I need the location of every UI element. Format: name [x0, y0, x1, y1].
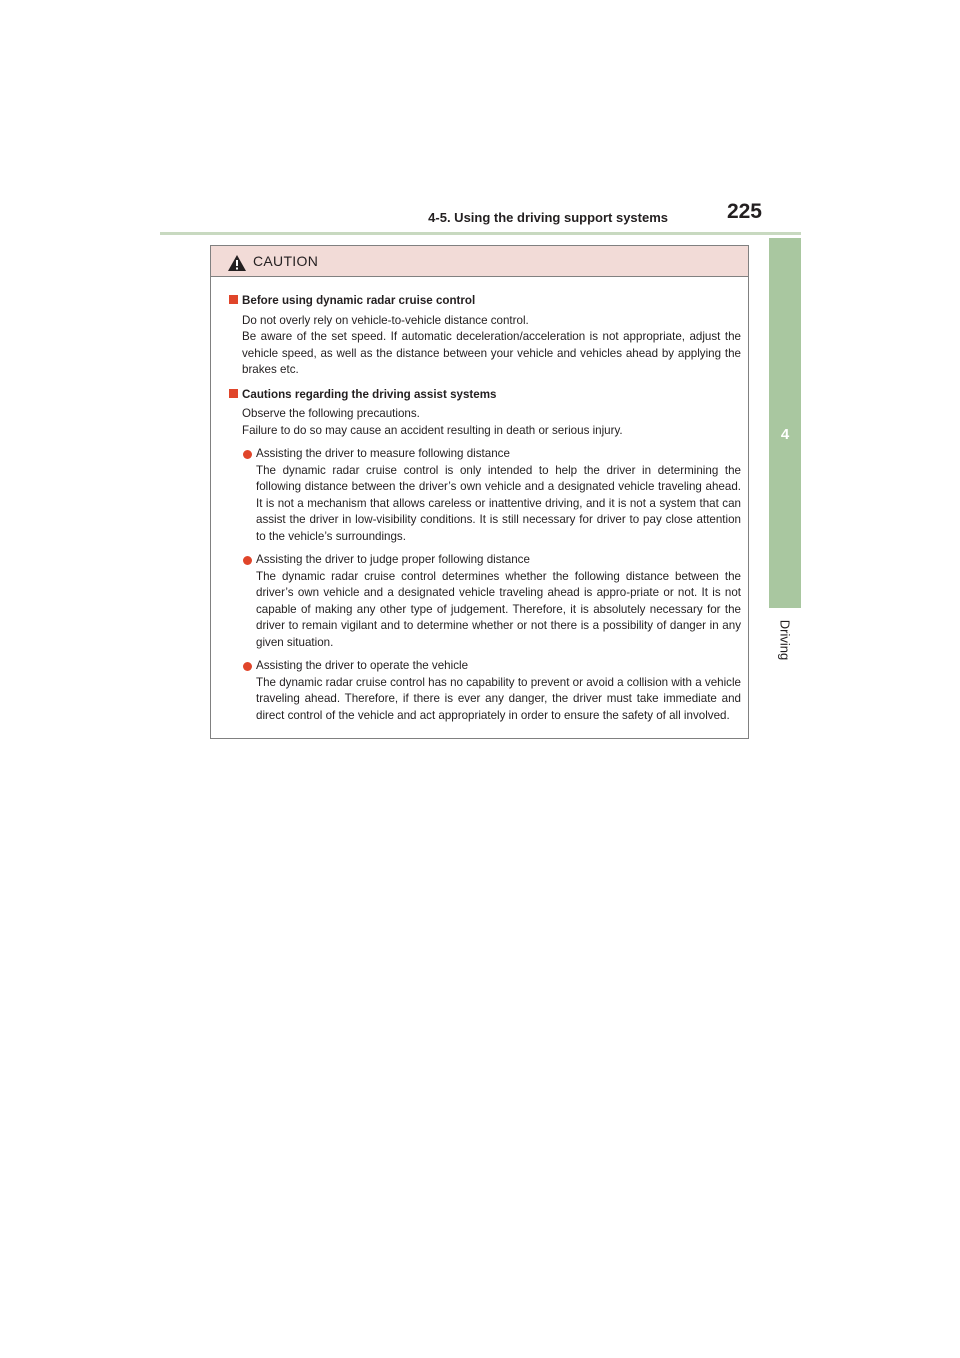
list-item-text: The dynamic radar cruise control determines whether the following distance between the driver’s own vehicle and a designated vehicle traveling ahead is appro-priate or not. It is not capable of making any other type of judgement. Therefore, it is absolutely necessary for the driver to remain vigilant and to determine whether or not there is a possibility of danger in any given situation.: [256, 569, 741, 649]
chapter-label: [769, 608, 801, 672]
header-divider: [160, 232, 801, 235]
list-item-text: The dynamic radar cruise control is only intended to help the driver in determining the following distance between the driver’s own vehicle and a designated vehicle traveling ahead. It is not a mechanism that allows careless or inattentive driving, and it is not a system that can assist the driver in low-visibility conditions. It is still necessary for driver to pay close attention to the vehicle’s surroundings.: [256, 463, 741, 543]
circle-bullet-icon: [243, 556, 252, 565]
caution-body: [211, 277, 748, 724]
list-item: [229, 446, 741, 545]
section-cautions-driving-assist: [229, 387, 741, 725]
circle-bullet-icon: [243, 662, 252, 671]
list-item: [229, 658, 741, 724]
caution-header: [211, 246, 748, 277]
chapter-number: 4: [780, 426, 790, 443]
caution-box: [210, 245, 749, 739]
list-item-title: Assisting the driver to operate the vehicle: [256, 659, 469, 672]
paragraph: Do not overly rely on vehicle-to-vehicle distance control.: [242, 313, 529, 327]
section-title: Cautions regarding the driving assist systems: [229, 387, 741, 404]
list-item-text: The dynamic radar cruise control has no capability to prevent or avoid a collision with a vehicle traveling ahead. Therefore, if there is ever any danger, the driver must take immediate and direct control of the vehicle and act appropriately in order to ensure the safety of all involved.: [256, 675, 741, 722]
warning-triangle-icon: [227, 254, 247, 272]
section-title: Before using dynamic radar cruise control: [229, 293, 741, 310]
chapter-label-text: Driving: [777, 619, 793, 661]
list-item: [229, 552, 741, 651]
list-item-title: Assisting the driver to judge proper following distance: [256, 553, 530, 566]
square-bullet-icon: [229, 389, 238, 398]
section-heading: 4-5. Using the driving support systems: [428, 210, 668, 225]
page-number: 225: [726, 200, 762, 223]
list-item-title: Assisting the driver to measure following distance: [256, 447, 510, 460]
chapter-tab[interactable]: [769, 238, 801, 608]
circle-bullet-icon: [243, 450, 252, 459]
paragraph: Observe the following precautions.: [242, 407, 420, 420]
caution-label: CAUTION: [253, 253, 319, 269]
paragraph: Failure to do so may cause an accident resulting in death or serious injury.: [242, 423, 623, 437]
square-bullet-icon: [229, 295, 238, 304]
paragraph: Be aware of the set speed. If automatic deceleration/acceleration is not appropriate, adjust the vehicle speed, as well as the distance between your vehicle and vehicles ahead by applying the brakes etc.: [242, 330, 741, 376]
section-before-using: [229, 293, 741, 379]
